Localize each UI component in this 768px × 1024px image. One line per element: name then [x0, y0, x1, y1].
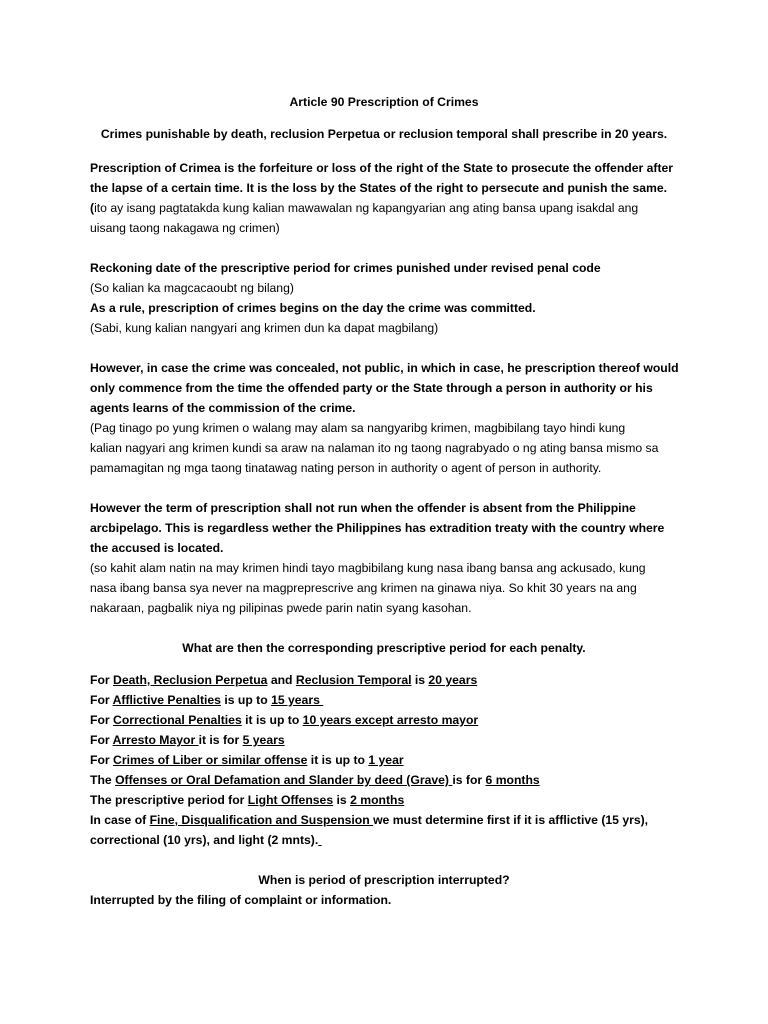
- reckoning-note-1: (So kalian ka magcacaoubt ng bilang): [90, 281, 294, 295]
- penalty-line-fine-continued: [90, 830, 690, 850]
- penalty-line-liber: [90, 750, 690, 770]
- penalty-name: Arresto Mayor: [112, 733, 199, 747]
- absence-note-3: nakaraan, pagbalik niya ng pilipinas pwede parin natin syang kasohan.: [90, 601, 472, 615]
- text-run: is for: [452, 773, 486, 787]
- penalty-line-death: [90, 670, 690, 690]
- penalty-line-light-offenses: [90, 790, 690, 810]
- question-2: When is period of prescription interrupted?: [258, 873, 510, 887]
- concealed-note-1: (Pag tinago po yung krimen o walang may alam sa nangyaribg krimen, magbibilang tayo hindi kung: [90, 421, 626, 435]
- penalty-name: Correctional Penalties: [113, 713, 242, 727]
- penalty-period: 15 years: [271, 693, 324, 707]
- penalty-line-afflictive: [90, 690, 690, 710]
- text-run: is: [411, 673, 429, 687]
- penalty-period: 6 months: [485, 773, 540, 787]
- text-run: we must determine first if it is afflictive (15 yrs),: [373, 813, 649, 827]
- text-run: The: [90, 773, 116, 787]
- document-title: Article 90 Prescription of Crimes: [289, 95, 479, 109]
- text-run: and: [267, 673, 296, 687]
- penalty-line-oral-defamation: [90, 770, 690, 790]
- text-run: For: [90, 693, 113, 707]
- concealed-note-2: kalian nagyari ang krimen kundi sa araw na nalaman ito ng taong nagrabyado o ng ating bansa mismo sa: [90, 441, 659, 455]
- definition-note-line-2: uisang taong nakagawa ng crimen): [90, 221, 280, 235]
- concealed-line-1: However, in case the crime was concealed, not public, in which in case, he prescription thereof would: [90, 361, 679, 375]
- penalty-name: Reclusion Temporal: [295, 673, 412, 687]
- penalty-name: Crimes of Liber or similar offense: [113, 753, 308, 767]
- definition-paragraph: [90, 158, 690, 238]
- text-run: The prescriptive period for: [90, 793, 248, 807]
- absence-line-2: arcbipelago. This is regardless wether the Philippines has extradition treaty with the country where: [90, 521, 665, 535]
- penalty-line-fine: [90, 810, 690, 830]
- answer-2: Interrupted by the filing of complaint or information.: [90, 893, 392, 907]
- absence-line-1: However the term of prescription shall not run when the offender is absent from the Philippine: [90, 501, 636, 515]
- text-run: it is up to: [241, 713, 303, 727]
- penalty-period: 10 years except arresto mayor: [302, 713, 479, 727]
- penalty-period: 2 months: [350, 793, 405, 807]
- absence-paragraph: [90, 498, 690, 618]
- penalty-name: Offenses or Oral Defamation and Slander by deed (Grave): [115, 773, 453, 787]
- text-run: For: [90, 753, 114, 767]
- reckoning-heading: Reckoning date of the prescriptive period for crimes punished under revised penal code: [90, 261, 601, 275]
- note-paren: (: [90, 201, 95, 215]
- penalty-period: 5 years: [242, 733, 285, 747]
- definition-line-1: Prescription of Crimea is the forfeiture or loss of the right of the State to prosecute the offender after: [90, 161, 674, 175]
- concealed-note-3: pamamagitan ng mga taong tinatawag nating person in authority o agent of person in authority.: [90, 461, 602, 475]
- reckoning-paragraph: [90, 258, 690, 338]
- concealed-line-3: agents learns of the commission of the crime.: [90, 401, 356, 415]
- text-run: it is for: [198, 733, 243, 747]
- text-run: is: [333, 793, 351, 807]
- concealed-paragraph: [90, 358, 690, 478]
- definition-note-text-1: ito ay isang pagtatakda kung kalian mawawalan ng kapangyarian ang ating bansa upang isakdal ang: [94, 201, 639, 215]
- absence-note-1: (so kahit alam natin na may krimen hindi tayo magbibilang kung nasa ibang bansa ang ackusado, kung: [90, 561, 646, 575]
- penalty-name: Afflictive Penalties: [112, 693, 221, 707]
- penalty-name: Death, Reclusion Perpetua: [113, 673, 268, 687]
- document-subtitle: Crimes punishable by death, reclusion Perpetua or reclusion temporal shall prescribe in 20 years.: [100, 127, 668, 141]
- text-run: In case of: [90, 813, 150, 827]
- concealed-line-2: only commence from the time the offended party or the State through a person in authority or his: [90, 381, 653, 395]
- absence-note-2: nasa ibang bansa sya never na magpreprescrive ang krimen na ginawa niya. So khit 30 years na ang: [90, 581, 637, 595]
- text-run: is up to: [220, 693, 272, 707]
- text-run: it is up to: [307, 753, 369, 767]
- underline-mark: [318, 833, 321, 847]
- reckoning-note-2: (Sabi, kung kalian nangyari ang krimen dun ka dapat magbilang): [90, 321, 439, 335]
- question-1: What are then the corresponding prescriptive period for each penalty.: [182, 641, 586, 655]
- text-run: For: [90, 733, 113, 747]
- penalty-name: Fine, Disqualification and Suspension: [149, 813, 374, 827]
- penalty-line-arresto-mayor: [90, 730, 690, 750]
- definition-line-2: the lapse of a certain time. It is the loss by the States of the right to persecute and punish the same.: [90, 181, 668, 195]
- text-run: correctional (10 yrs), and light (2 mnts).: [90, 833, 319, 847]
- penalty-period: 20 years: [428, 673, 478, 687]
- text-run: For: [90, 673, 114, 687]
- penalties-list: [90, 670, 690, 850]
- text-run: For: [90, 713, 114, 727]
- definition-note-line-1: [90, 198, 690, 218]
- reckoning-rule: As a rule, prescription of crimes begins on the day the crime was committed.: [90, 301, 536, 315]
- penalty-line-correctional: [90, 710, 690, 730]
- absence-line-3: the accused is located.: [90, 541, 224, 555]
- penalty-period: 1 year: [368, 753, 404, 767]
- penalty-name: Light Offenses: [247, 793, 334, 807]
